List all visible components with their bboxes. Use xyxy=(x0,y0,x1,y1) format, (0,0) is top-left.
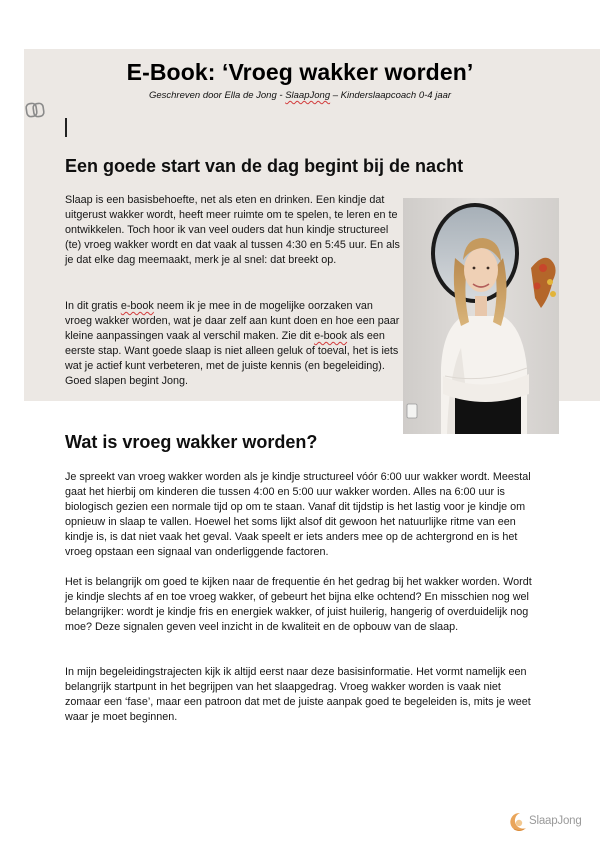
spell-flag-ebook: e-book xyxy=(120,300,154,312)
intro2-part-b: neem ik je mee in de mogelijke oorzaken van vroeg wakker worden, wat je daar zelf aan kunt doen en hoe een paar kleine aanpassingen vaak al verschil maken. Zie dit xyxy=(65,300,400,343)
intro2-part-c: als een eerste stap. Want goede slaap is niet alleen geluk of toeval, het is iets wat je actief kunt verbeteren, met de juiste kennis (en begeleiding). Goed slapen begint Jong. xyxy=(65,330,399,388)
intro-paragraph-2 xyxy=(65,299,400,390)
section-heading-start: Een goede start van de dag begint bij de nacht xyxy=(65,156,464,176)
footer-logo xyxy=(507,810,587,834)
body-paragraph-2: Het is belangrijk om goed te kijken naar de frequentie én het gedrag bij het wakker worden. Wordt je kindje slechts af en toe vroeg wakker, of gebeurt het bijna elke ochtend? En misschien nog wel belangrijker: wordt je kindje fris en energiek wakker, of juist huilerig, hangerig of overduidelijk nog moe? Deze signalen geven veel inzicht in de kwaliteit en de opbouw van de slaap. xyxy=(65,576,532,634)
page-title: E-Book: ‘Vroeg wakker worden’ xyxy=(126,59,474,85)
spell-flag-ebook: e-book xyxy=(314,330,348,343)
section-heading-vroeg: Wat is vroeg wakker worden? xyxy=(65,432,318,452)
brand-name: SlaapJong xyxy=(285,90,331,101)
text-cursor xyxy=(65,118,67,137)
intro-paragraph-1: Slaap is een basisbehoefte, net als eten en drinken. Een kindje dat uitgerust wakker wordt, heeft meer ruimte om te spelen, te leren en te ontwikkelen. Toch hoor ik van veel ouders dat hun kindje structureel (te) vroeg wakker wordt en dat vaak al tussen 4:30 en 5:45 uur. En als je dat elke dag meemaakt, merk je al snel: dat breekt op. xyxy=(65,194,400,267)
author-photo xyxy=(403,198,559,434)
body-paragraph-1: Je spreekt van vroeg wakker worden als je kindje structureel vóór 6:00 uur wakker wordt. Meestal gaat het hierbij om kinderen die tussen 4:00 en 5:00 uur wakker worden. Alles na 6:00 uur is biologisch gezien een normale tijd op om te staan. Vanaf dit tijdstip is het lastig voor je kindje om opnieuw in slaap te vallen. Hoewel het soms lijkt alsof dit gewoon het natuurlijke ritme van een kindje is, is dat niet vaak het geval. Vaak speelt er iets anders mee op de achtergrond en is het vroeg opstaan een signaal van onderliggende factoren. xyxy=(65,471,531,559)
author-line xyxy=(0,90,600,101)
intro2-part-a: In dit gratis xyxy=(65,300,121,312)
author-prefix: Geschreven door Ella de Jong - xyxy=(148,90,286,101)
logo-text: SlaapJong xyxy=(529,815,582,827)
body-paragraph-3: In mijn begeleidingstrajecten kijk ik altijd eerst naar deze basisinformatie. Het vormt namelijk een belangrijk startpunt in het begrijpen van het slaapgedrag. Vroeg wakker worden is vaak niet zomaar een ‘fase’, maar een patroon dat met de juiste aanpak goed te begeleiden is, mits je weet waar je moet beginnen. xyxy=(65,666,531,724)
moon-logo-icon xyxy=(507,810,529,834)
author-suffix: – Kinderslaapcoach 0-4 jaar xyxy=(330,90,452,101)
link-chain-icon[interactable] xyxy=(24,101,46,119)
